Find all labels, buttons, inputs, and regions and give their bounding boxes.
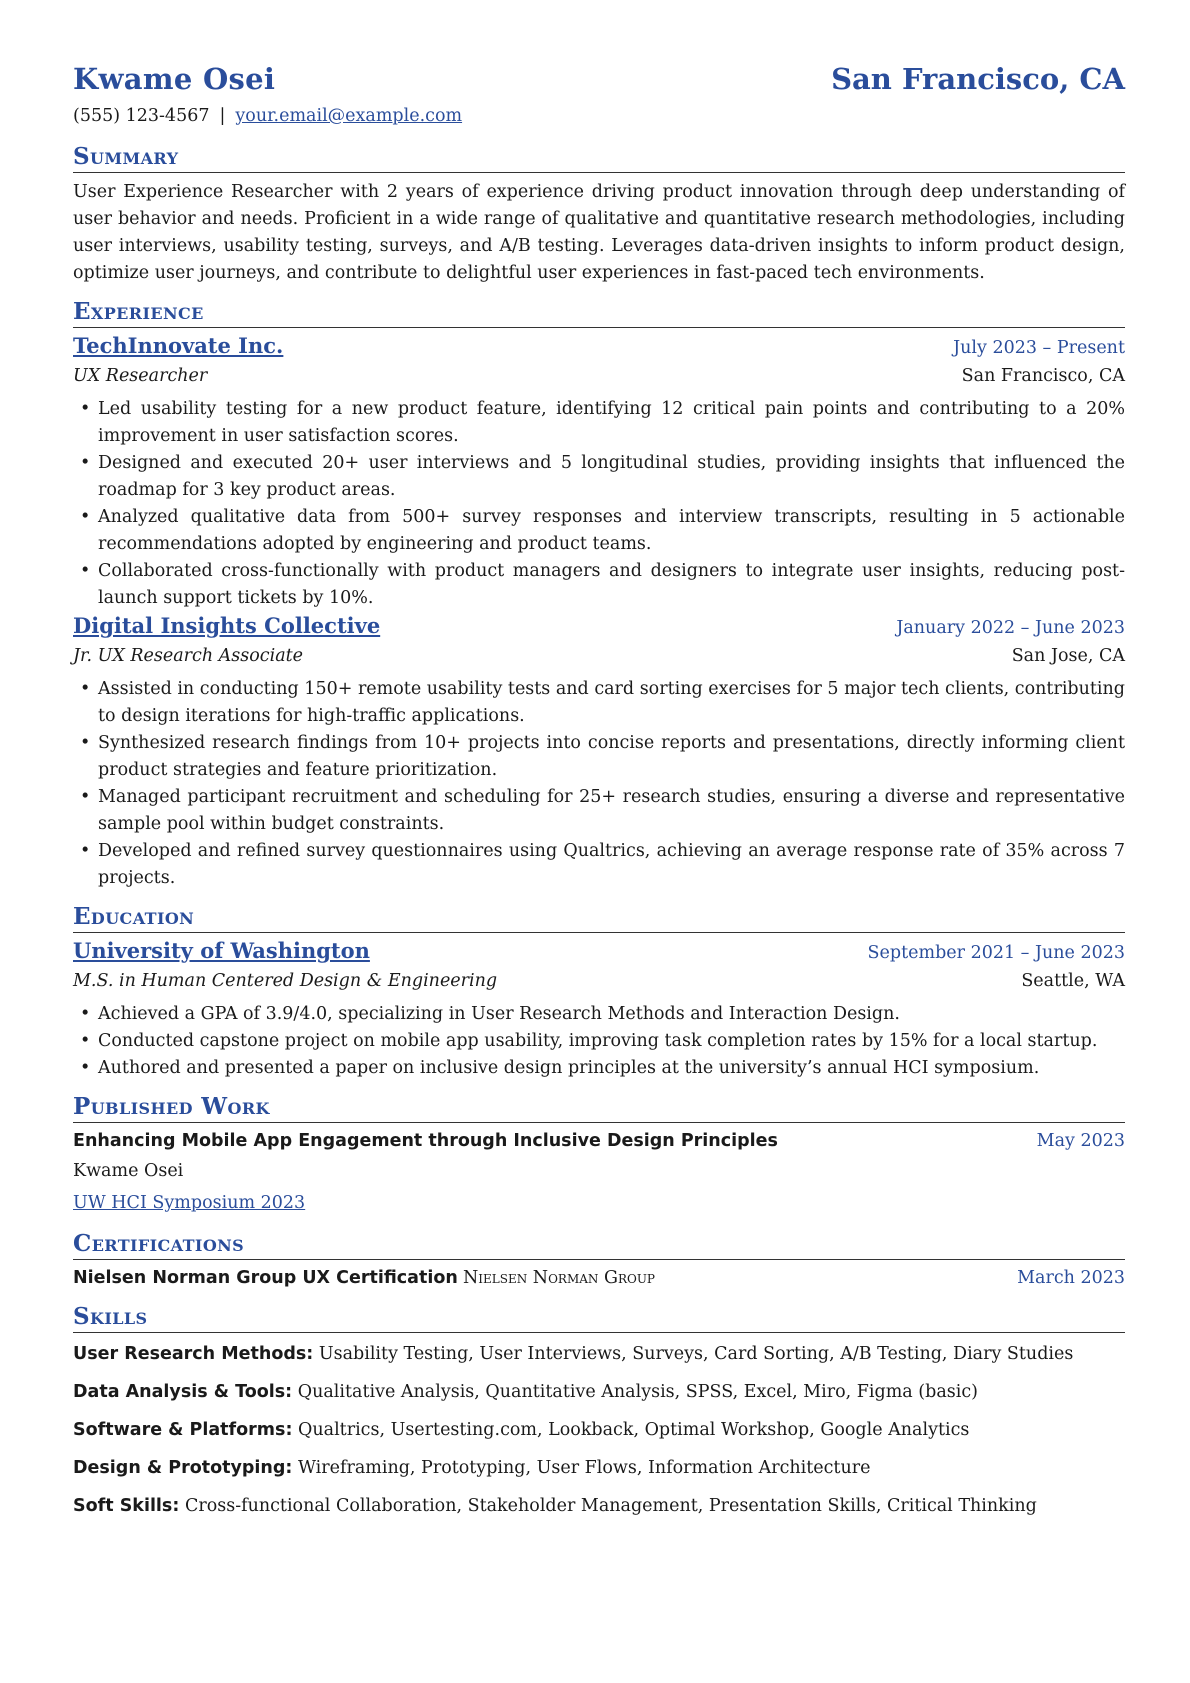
list-item: • Designed and executed 20+ user interviews and 5 longitudinal studies, providing insights that influenced the roadmap for 3 key product areas. [73,450,1125,504]
job-entry-digital-insights [73,612,1125,892]
job-entry-techinnovate [73,332,1125,612]
publication-date: May 2023 [1036,1131,1125,1151]
list-item: • Conducted capstone project on mobile app usability, improving task completion rates by 15% for a local startup. [73,1028,1125,1055]
published-work-heading: Published Work [73,1092,1125,1123]
certification-entry [73,1264,1125,1292]
list-item: • Synthesized research findings from 10+ projects into concise reports and presentations, directly informing client product strategies and feature prioritization. [73,730,1125,784]
job-location: San Jose, CA [1011,646,1125,666]
phone-number: (555) 123-4567 [73,106,210,126]
list-item: • Developed and refined survey questionnaires using Qualtrics, achieving an average response rate of 35% across 7 projects. [73,838,1125,892]
skill-value: Qualtrics, Usertesting.com, Lookback, Optimal Workshop, Google Analytics [298,1420,970,1440]
skills-list [73,1335,1125,1525]
list-item: • Collaborated cross-functionally with product managers and designers to integrate user insights, reducing post-launch support tickets by 10%. [73,558,1125,612]
list-item: • Analyzed qualitative data from 500+ survey responses and interview transcripts, resulting in 5 actionable recommendations adopted by engineering and product teams. [73,504,1125,558]
skill-row [73,1487,1125,1525]
job-dates: January 2022 – June 2023 [896,618,1125,638]
skill-row [73,1411,1125,1449]
list-item: • Managed participant recruitment and scheduling for 25+ research studies, ensuring a diverse and representative sample pool within budget constraints. [73,784,1125,838]
resume-page [73,62,1125,1525]
certification-name: Nielsen Norman Group UX Certification [73,1268,458,1288]
skill-label: User Research Methods: [73,1344,314,1364]
skill-row [73,1335,1125,1373]
skill-value: Usability Testing, User Interviews, Surveys, Card Sorting, A/B Testing, Diary Studies [318,1344,1074,1364]
skill-value: Cross-functional Collaboration, Stakeholder Management, Presentation Skills, Critical Thinking [184,1496,1037,1516]
certification-issuer: Nielsen Norman Group [462,1268,656,1288]
certification-date: March 2023 [1017,1268,1125,1288]
job-role: UX Researcher [73,366,208,386]
company-name[interactable]: TechInnovate Inc. [73,333,284,358]
job-bullets [73,676,1125,892]
skill-label: Design & Prototyping: [73,1458,293,1478]
education-location: Seattle, WA [1021,971,1125,991]
certifications-heading: Certifications [73,1229,1125,1260]
skill-label: Soft Skills: [73,1496,180,1516]
list-item: • Assisted in conducting 150+ remote usability tests and card sorting exercises for 5 major tech clients, contributing to design iterations for high-traffic applications. [73,676,1125,730]
contact-separator: | [219,106,226,126]
skill-row [73,1373,1125,1411]
summary-text: User Experience Researcher with 2 years of experience driving product innovation through deep understanding of user behavior and needs. Proficient in a wide range of qualitative and quantitative research methodologies, including user interviews, usability testing, surveys, and A/B testing. Leverages data-driven insights to inform product design, optimize user journeys, and contribute to delightful user experiences in fast-paced tech environments. [73,182,1125,283]
contact-line [73,104,1125,128]
job-location: San Francisco, CA [961,366,1125,386]
skill-label: Data Analysis & Tools: [73,1382,293,1402]
list-item: • Achieved a GPA of 3.9/4.0, specializing in User Research Methods and Interaction Design. [73,1001,1125,1028]
company-name[interactable]: Digital Insights Collective [73,613,381,638]
list-item: • Led usability testing for a new product feature, identifying 12 critical pain points and contributing to a 20% improvement in user satisfaction scores. [73,396,1125,450]
skills-heading: Skills [73,1302,1125,1333]
resume-header [73,62,1125,96]
education-entry [73,937,1125,1082]
degree: M.S. in Human Centered Design & Engineering [73,971,498,991]
candidate-name: Kwame Osei [73,62,276,96]
job-dates: July 2023 – Present [953,338,1125,358]
list-item: • Authored and presented a paper on inclusive design principles at the university’s annual HCI symposium. [73,1055,1125,1082]
job-bullets [73,396,1125,612]
education-dates: September 2021 – June 2023 [867,943,1125,963]
skill-value: Wireframing, Prototyping, User Flows, Information Architecture [297,1458,871,1478]
header-location: San Francisco, CA [831,62,1125,96]
publication-venue-link[interactable]: UW HCI Symposium 2023 [73,1193,306,1213]
experience-heading: Experience [73,297,1125,328]
publication-author: Kwame Osei [73,1161,184,1181]
publication-title: Enhancing Mobile App Engagement through Inclusive Design Principles [73,1131,778,1151]
school-name[interactable]: University of Washington [73,938,370,963]
skill-value: Qualitative Analysis, Quantitative Analysis, SPSS, Excel, Miro, Figma (basic) [297,1382,978,1402]
skill-label: Software & Platforms: [73,1420,293,1440]
education-bullets [73,1001,1125,1082]
education-heading: Education [73,902,1125,933]
email-link[interactable]: your.email@example.com [235,106,463,126]
skill-row [73,1449,1125,1487]
summary-heading: Summary [73,142,1125,173]
job-role: Jr. UX Research Associate [73,646,304,666]
publication-entry [73,1127,1125,1219]
